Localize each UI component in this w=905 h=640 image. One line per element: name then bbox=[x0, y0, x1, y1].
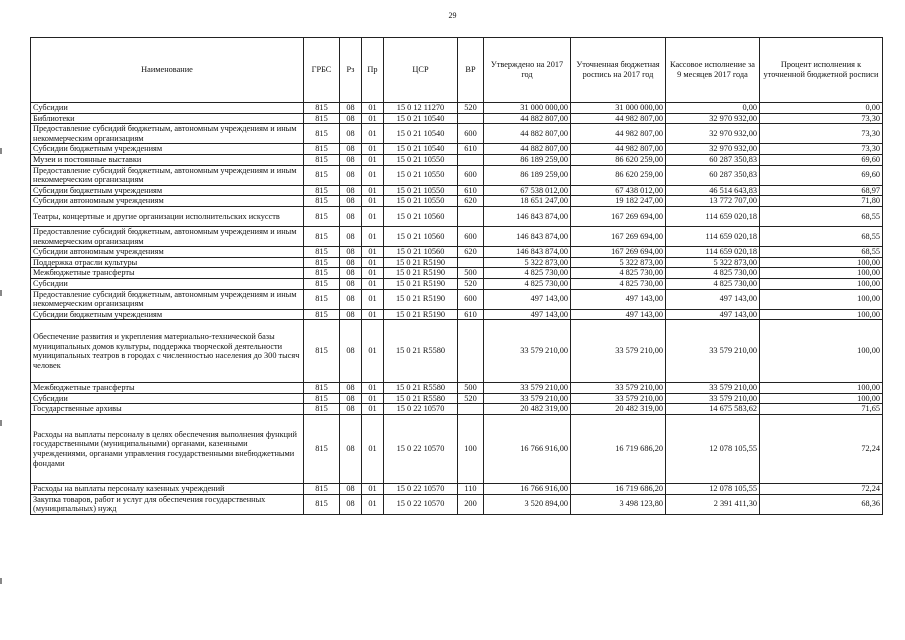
table-cell-cash: 4 825 730,00 bbox=[666, 268, 760, 279]
table-cell-pr: 01 bbox=[362, 206, 384, 226]
table-cell-rz: 08 bbox=[340, 278, 362, 289]
table-cell-vr: 200 bbox=[458, 494, 484, 514]
table-cell-grbs: 815 bbox=[304, 185, 340, 196]
table-cell-cash: 32 970 932,00 bbox=[666, 124, 760, 144]
table-cell-csr: 15 0 22 10570 bbox=[384, 484, 458, 495]
page-number: 29 bbox=[448, 11, 457, 20]
table-cell-percent: 73,30 bbox=[760, 144, 883, 155]
table-cell-grbs: 815 bbox=[304, 103, 340, 114]
table-cell-cash: 114 659 020,18 bbox=[666, 247, 760, 258]
table-cell-approved: 5 322 873,00 bbox=[484, 257, 571, 268]
table-cell-cash: 33 579 210,00 bbox=[666, 383, 760, 394]
table-cell-vr: 520 bbox=[458, 393, 484, 404]
table-cell-csr: 15 0 21 R5580 bbox=[384, 393, 458, 404]
table-cell-approved: 31 000 000,00 bbox=[484, 103, 571, 114]
table-cell-pr: 01 bbox=[362, 393, 384, 404]
table-cell-csr: 15 0 21 10560 bbox=[384, 247, 458, 258]
column-header-grbs: ГРБС bbox=[304, 38, 340, 103]
column-header-name: Наименование bbox=[31, 38, 304, 103]
table-cell-csr: 15 0 21 10560 bbox=[384, 226, 458, 246]
table-cell-percent: 100,00 bbox=[760, 309, 883, 320]
table-cell-pr: 01 bbox=[362, 415, 384, 484]
table-cell-csr: 15 0 21 10550 bbox=[384, 196, 458, 207]
table-cell-grbs: 815 bbox=[304, 226, 340, 246]
table-cell-cash: 13 772 707,00 bbox=[666, 196, 760, 207]
table-cell-refined: 167 269 694,00 bbox=[571, 206, 666, 226]
column-header-cash: Кассовое исполнение за 9 месяцев 2017 года bbox=[666, 38, 760, 103]
table-cell-grbs: 815 bbox=[304, 196, 340, 207]
table-cell-approved: 497 143,00 bbox=[484, 289, 571, 309]
table-cell-vr bbox=[458, 320, 484, 383]
table-cell-name: Субсидии автономным учреждениям bbox=[31, 196, 304, 207]
table-cell-rz: 08 bbox=[340, 113, 362, 124]
table-cell-percent: 69,60 bbox=[760, 154, 883, 165]
table-cell-vr bbox=[458, 257, 484, 268]
table-cell-refined: 86 620 259,00 bbox=[571, 165, 666, 185]
table-row bbox=[31, 196, 883, 207]
table-cell-cash: 33 579 210,00 bbox=[666, 393, 760, 404]
table-cell-name: Субсидии автономным учреждениям bbox=[31, 247, 304, 258]
table-row bbox=[31, 185, 883, 196]
table-cell-refined: 86 620 259,00 bbox=[571, 154, 666, 165]
table-row bbox=[31, 289, 883, 309]
table-row bbox=[31, 124, 883, 144]
table-cell-name: Театры, концертные и другие организации исполнительских искусств bbox=[31, 206, 304, 226]
table-cell-vr: 110 bbox=[458, 484, 484, 495]
table-row bbox=[31, 494, 883, 514]
table-row bbox=[31, 320, 883, 383]
column-header-refined: Уточненная бюджетная роспись на 2017 год bbox=[571, 38, 666, 103]
table-cell-grbs: 815 bbox=[304, 484, 340, 495]
table-row bbox=[31, 154, 883, 165]
table-cell-approved: 86 189 259,00 bbox=[484, 165, 571, 185]
table-cell-name: Субсидии bbox=[31, 278, 304, 289]
table-cell-name: Предоставление субсидий бюджетным, автономным учреждениям и иным некоммерческим организациям bbox=[31, 289, 304, 309]
table-cell-csr: 15 0 21 R5190 bbox=[384, 257, 458, 268]
column-header-rz: Рз bbox=[340, 38, 362, 103]
table-cell-refined: 44 982 807,00 bbox=[571, 144, 666, 155]
table-cell-cash: 114 659 020,18 bbox=[666, 226, 760, 246]
table-cell-approved: 33 579 210,00 bbox=[484, 320, 571, 383]
table-cell-refined: 497 143,00 bbox=[571, 309, 666, 320]
table-cell-grbs: 815 bbox=[304, 383, 340, 394]
table-cell-vr: 600 bbox=[458, 124, 484, 144]
table-cell-approved: 497 143,00 bbox=[484, 309, 571, 320]
table-cell-csr: 15 0 21 10560 bbox=[384, 206, 458, 226]
table-cell-name: Расходы на выплаты персоналу в целях обеспечения выполнения функций государственными (муниципальными) органами, казенными учреждениями, органами управления государственными внебюджетными фондами bbox=[31, 415, 304, 484]
table-row bbox=[31, 226, 883, 246]
table-cell-rz: 08 bbox=[340, 226, 362, 246]
table-cell-refined: 20 482 319,00 bbox=[571, 404, 666, 415]
table-cell-grbs: 815 bbox=[304, 206, 340, 226]
table-cell-pr: 01 bbox=[362, 124, 384, 144]
table-cell-refined: 16 719 686,20 bbox=[571, 415, 666, 484]
table-cell-refined: 4 825 730,00 bbox=[571, 278, 666, 289]
table-cell-rz: 08 bbox=[340, 206, 362, 226]
column-header-pr: Пр bbox=[362, 38, 384, 103]
table-row bbox=[31, 165, 883, 185]
table-cell-csr: 15 0 21 R5190 bbox=[384, 289, 458, 309]
table-cell-vr: 100 bbox=[458, 415, 484, 484]
table-cell-vr: 600 bbox=[458, 165, 484, 185]
margin-mark bbox=[0, 420, 2, 426]
table-cell-cash: 33 579 210,00 bbox=[666, 320, 760, 383]
table-cell-approved: 44 882 807,00 bbox=[484, 144, 571, 155]
table-cell-cash: 12 078 105,55 bbox=[666, 484, 760, 495]
table-row bbox=[31, 268, 883, 279]
table-cell-vr: 610 bbox=[458, 309, 484, 320]
margin-mark bbox=[0, 148, 2, 154]
table-cell-cash: 5 322 873,00 bbox=[666, 257, 760, 268]
table-cell-approved: 33 579 210,00 bbox=[484, 393, 571, 404]
table-cell-approved: 146 843 874,00 bbox=[484, 226, 571, 246]
table-cell-percent: 68,36 bbox=[760, 494, 883, 514]
table-cell-rz: 08 bbox=[340, 415, 362, 484]
table-cell-refined: 33 579 210,00 bbox=[571, 393, 666, 404]
table-cell-refined: 167 269 694,00 bbox=[571, 247, 666, 258]
table-cell-cash: 60 287 350,83 bbox=[666, 154, 760, 165]
table-cell-name: Библиотеки bbox=[31, 113, 304, 124]
table-cell-refined: 31 000 000,00 bbox=[571, 103, 666, 114]
table-cell-grbs: 815 bbox=[304, 404, 340, 415]
table-cell-rz: 08 bbox=[340, 309, 362, 320]
table-cell-rz: 08 bbox=[340, 165, 362, 185]
table-cell-csr: 15 0 21 10550 bbox=[384, 185, 458, 196]
table-cell-approved: 33 579 210,00 bbox=[484, 383, 571, 394]
table-cell-approved: 44 882 807,00 bbox=[484, 113, 571, 124]
table-cell-pr: 01 bbox=[362, 226, 384, 246]
table-cell-percent: 73,30 bbox=[760, 124, 883, 144]
table-cell-pr: 01 bbox=[362, 103, 384, 114]
table-cell-grbs: 815 bbox=[304, 278, 340, 289]
table-cell-vr: 600 bbox=[458, 226, 484, 246]
table-cell-name: Субсидии бюджетным учреждениям bbox=[31, 185, 304, 196]
table-cell-vr: 610 bbox=[458, 144, 484, 155]
table-cell-percent: 100,00 bbox=[760, 268, 883, 279]
table-cell-grbs: 815 bbox=[304, 289, 340, 309]
table-row bbox=[31, 278, 883, 289]
column-header-approved: Утверждено на 2017 год bbox=[484, 38, 571, 103]
table-cell-rz: 08 bbox=[340, 154, 362, 165]
table-cell-approved: 3 520 894,00 bbox=[484, 494, 571, 514]
table-cell-percent: 100,00 bbox=[760, 393, 883, 404]
table-cell-grbs: 815 bbox=[304, 124, 340, 144]
table-cell-name: Субсидии бюджетным учреждениям bbox=[31, 144, 304, 155]
table-cell-pr: 01 bbox=[362, 494, 384, 514]
table-cell-percent: 100,00 bbox=[760, 257, 883, 268]
table-header-row bbox=[31, 38, 883, 103]
table-cell-csr: 15 0 22 10570 bbox=[384, 404, 458, 415]
table-cell-rz: 08 bbox=[340, 257, 362, 268]
table-cell-name: Межбюджетные трансферты bbox=[31, 383, 304, 394]
table-cell-csr: 15 0 21 R5190 bbox=[384, 268, 458, 279]
table-row bbox=[31, 383, 883, 394]
budget-execution-table bbox=[30, 37, 883, 515]
table-cell-pr: 01 bbox=[362, 113, 384, 124]
table-cell-percent: 73,30 bbox=[760, 113, 883, 124]
table-cell-csr: 15 0 21 10540 bbox=[384, 113, 458, 124]
table-cell-name: Субсидии bbox=[31, 103, 304, 114]
table-row bbox=[31, 257, 883, 268]
table-cell-cash: 12 078 105,55 bbox=[666, 415, 760, 484]
table-cell-percent: 68,55 bbox=[760, 226, 883, 246]
table-cell-cash: 4 825 730,00 bbox=[666, 278, 760, 289]
table-cell-refined: 33 579 210,00 bbox=[571, 320, 666, 383]
table-cell-vr bbox=[458, 206, 484, 226]
table-cell-vr: 500 bbox=[458, 268, 484, 279]
table-cell-grbs: 815 bbox=[304, 268, 340, 279]
table-cell-name: Обеспечение развития и укрепления материально-технической базы муниципальных домов культуры, поддержка творческой деятельности муниципальных театров в городах с численностью населения до 300 тысяч человек bbox=[31, 320, 304, 383]
table-cell-refined: 19 182 247,00 bbox=[571, 196, 666, 207]
table-cell-percent: 68,55 bbox=[760, 206, 883, 226]
table-cell-csr: 15 0 21 R5190 bbox=[384, 309, 458, 320]
table-cell-refined: 44 982 807,00 bbox=[571, 124, 666, 144]
table-cell-name: Музеи и постоянные выставки bbox=[31, 154, 304, 165]
table-cell-cash: 0,00 bbox=[666, 103, 760, 114]
table-cell-rz: 08 bbox=[340, 247, 362, 258]
table-cell-rz: 08 bbox=[340, 124, 362, 144]
table-cell-approved: 44 882 807,00 bbox=[484, 124, 571, 144]
table-cell-percent: 100,00 bbox=[760, 278, 883, 289]
table-cell-csr: 15 0 21 R5580 bbox=[384, 383, 458, 394]
table-cell-refined: 44 982 807,00 bbox=[571, 113, 666, 124]
table-cell-refined: 497 143,00 bbox=[571, 289, 666, 309]
table-cell-vr: 520 bbox=[458, 278, 484, 289]
table-cell-vr: 610 bbox=[458, 185, 484, 196]
table-cell-approved: 86 189 259,00 bbox=[484, 154, 571, 165]
table-cell-pr: 01 bbox=[362, 404, 384, 415]
table-cell-pr: 01 bbox=[362, 144, 384, 155]
table-row bbox=[31, 393, 883, 404]
table-cell-vr: 620 bbox=[458, 196, 484, 207]
table-cell-pr: 01 bbox=[362, 309, 384, 320]
table-cell-approved: 18 651 247,00 bbox=[484, 196, 571, 207]
table-cell-grbs: 815 bbox=[304, 320, 340, 383]
table-cell-cash: 114 659 020,18 bbox=[666, 206, 760, 226]
table-cell-name: Субсидии бюджетным учреждениям bbox=[31, 309, 304, 320]
table-cell-vr bbox=[458, 154, 484, 165]
table-row bbox=[31, 206, 883, 226]
table-cell-rz: 08 bbox=[340, 383, 362, 394]
table-cell-percent: 100,00 bbox=[760, 289, 883, 309]
table-cell-cash: 14 675 583,62 bbox=[666, 404, 760, 415]
table-row bbox=[31, 415, 883, 484]
table-cell-refined: 67 438 012,00 bbox=[571, 185, 666, 196]
table-cell-grbs: 815 bbox=[304, 415, 340, 484]
table-cell-cash: 32 970 932,00 bbox=[666, 113, 760, 124]
table-row bbox=[31, 113, 883, 124]
table-cell-cash: 497 143,00 bbox=[666, 309, 760, 320]
table-cell-csr: 15 0 22 10570 bbox=[384, 494, 458, 514]
table-cell-csr: 15 0 21 10550 bbox=[384, 165, 458, 185]
table-cell-name: Предоставление субсидий бюджетным, автономным учреждениям и иным некоммерческим организациям bbox=[31, 226, 304, 246]
table-cell-grbs: 815 bbox=[304, 257, 340, 268]
table-cell-grbs: 815 bbox=[304, 247, 340, 258]
table-cell-pr: 01 bbox=[362, 185, 384, 196]
table-cell-csr: 15 0 22 10570 bbox=[384, 415, 458, 484]
table-cell-cash: 32 970 932,00 bbox=[666, 144, 760, 155]
table-cell-name: Межбюджетные трансферты bbox=[31, 268, 304, 279]
table-cell-pr: 01 bbox=[362, 257, 384, 268]
table-cell-pr: 01 bbox=[362, 268, 384, 279]
table-cell-pr: 01 bbox=[362, 320, 384, 383]
table-cell-pr: 01 bbox=[362, 383, 384, 394]
table-cell-refined: 16 719 686,20 bbox=[571, 484, 666, 495]
table-cell-grbs: 815 bbox=[304, 165, 340, 185]
table-cell-percent: 68,97 bbox=[760, 185, 883, 196]
table-cell-pr: 01 bbox=[362, 289, 384, 309]
table-row bbox=[31, 247, 883, 258]
table-cell-vr: 620 bbox=[458, 247, 484, 258]
table-row bbox=[31, 309, 883, 320]
table-cell-rz: 08 bbox=[340, 494, 362, 514]
margin-mark bbox=[0, 578, 2, 584]
table-cell-approved: 4 825 730,00 bbox=[484, 268, 571, 279]
table-row bbox=[31, 484, 883, 495]
table-cell-name: Предоставление субсидий бюджетным, автономным учреждениям и иным некоммерческим организациям bbox=[31, 124, 304, 144]
table-cell-pr: 01 bbox=[362, 247, 384, 258]
table-cell-name: Государственные архивы bbox=[31, 404, 304, 415]
table-cell-pr: 01 bbox=[362, 278, 384, 289]
table-cell-pr: 01 bbox=[362, 484, 384, 495]
table-cell-percent: 68,55 bbox=[760, 247, 883, 258]
margin-mark bbox=[0, 290, 2, 296]
table-cell-approved: 146 843 874,00 bbox=[484, 206, 571, 226]
table-cell-csr: 15 0 21 R5190 bbox=[384, 278, 458, 289]
table-cell-grbs: 815 bbox=[304, 494, 340, 514]
table-cell-refined: 167 269 694,00 bbox=[571, 226, 666, 246]
table-cell-name: Предоставление субсидий бюджетным, автономным учреждениям и иным некоммерческим организациям bbox=[31, 165, 304, 185]
table-cell-percent: 0,00 bbox=[760, 103, 883, 114]
table-cell-vr bbox=[458, 113, 484, 124]
table-cell-refined: 33 579 210,00 bbox=[571, 383, 666, 394]
table-cell-percent: 100,00 bbox=[760, 383, 883, 394]
table-cell-csr: 15 0 21 10550 bbox=[384, 154, 458, 165]
table-cell-rz: 08 bbox=[340, 103, 362, 114]
table-cell-percent: 69,60 bbox=[760, 165, 883, 185]
table-cell-rz: 08 bbox=[340, 393, 362, 404]
column-header-percent: Процент исполнения к уточненной бюджетной росписи bbox=[760, 38, 883, 103]
table-cell-percent: 72,24 bbox=[760, 415, 883, 484]
table-cell-csr: 15 0 21 10540 bbox=[384, 144, 458, 155]
table-cell-refined: 4 825 730,00 bbox=[571, 268, 666, 279]
table-cell-cash: 46 514 643,83 bbox=[666, 185, 760, 196]
table-cell-rz: 08 bbox=[340, 185, 362, 196]
table-cell-grbs: 815 bbox=[304, 113, 340, 124]
table-cell-grbs: 815 bbox=[304, 144, 340, 155]
table-cell-rz: 08 bbox=[340, 484, 362, 495]
table-cell-cash: 2 391 411,30 bbox=[666, 494, 760, 514]
table-cell-approved: 20 482 319,00 bbox=[484, 404, 571, 415]
table-cell-pr: 01 bbox=[362, 196, 384, 207]
table-cell-name: Расходы на выплаты персоналу казенных учреждений bbox=[31, 484, 304, 495]
table-cell-vr: 600 bbox=[458, 289, 484, 309]
table-cell-rz: 08 bbox=[340, 404, 362, 415]
table-cell-approved: 16 766 916,00 bbox=[484, 415, 571, 484]
table-cell-pr: 01 bbox=[362, 154, 384, 165]
column-header-csr: ЦСР bbox=[384, 38, 458, 103]
table-cell-percent: 72,24 bbox=[760, 484, 883, 495]
table-cell-rz: 08 bbox=[340, 196, 362, 207]
table-cell-rz: 08 bbox=[340, 144, 362, 155]
table-cell-name: Субсидии bbox=[31, 393, 304, 404]
table-cell-refined: 5 322 873,00 bbox=[571, 257, 666, 268]
table-row bbox=[31, 144, 883, 155]
table-cell-name: Поддержка отрасли культуры bbox=[31, 257, 304, 268]
table-cell-approved: 67 538 012,00 bbox=[484, 185, 571, 196]
table-cell-grbs: 815 bbox=[304, 309, 340, 320]
table-cell-csr: 15 0 12 11270 bbox=[384, 103, 458, 114]
table-cell-approved: 146 843 874,00 bbox=[484, 247, 571, 258]
table-cell-approved: 4 825 730,00 bbox=[484, 278, 571, 289]
table-cell-percent: 71,65 bbox=[760, 404, 883, 415]
table-cell-cash: 497 143,00 bbox=[666, 289, 760, 309]
table-cell-vr: 520 bbox=[458, 103, 484, 114]
table-cell-refined: 3 498 123,80 bbox=[571, 494, 666, 514]
table-cell-rz: 08 bbox=[340, 268, 362, 279]
table-cell-percent: 71,80 bbox=[760, 196, 883, 207]
table-cell-vr: 500 bbox=[458, 383, 484, 394]
column-header-vr: ВР bbox=[458, 38, 484, 103]
table-row bbox=[31, 103, 883, 114]
table-cell-grbs: 815 bbox=[304, 154, 340, 165]
table-cell-vr bbox=[458, 404, 484, 415]
table-cell-rz: 08 bbox=[340, 289, 362, 309]
table-cell-rz: 08 bbox=[340, 320, 362, 383]
table-cell-pr: 01 bbox=[362, 165, 384, 185]
table-cell-cash: 60 287 350,83 bbox=[666, 165, 760, 185]
table-cell-grbs: 815 bbox=[304, 393, 340, 404]
table-row bbox=[31, 404, 883, 415]
table-cell-csr: 15 0 21 R5580 bbox=[384, 320, 458, 383]
table-cell-percent: 100,00 bbox=[760, 320, 883, 383]
table-cell-csr: 15 0 21 10540 bbox=[384, 124, 458, 144]
table-cell-name: Закупка товаров, работ и услуг для обеспечения государственных (муниципальных) нужд bbox=[31, 494, 304, 514]
table-cell-approved: 16 766 916,00 bbox=[484, 484, 571, 495]
